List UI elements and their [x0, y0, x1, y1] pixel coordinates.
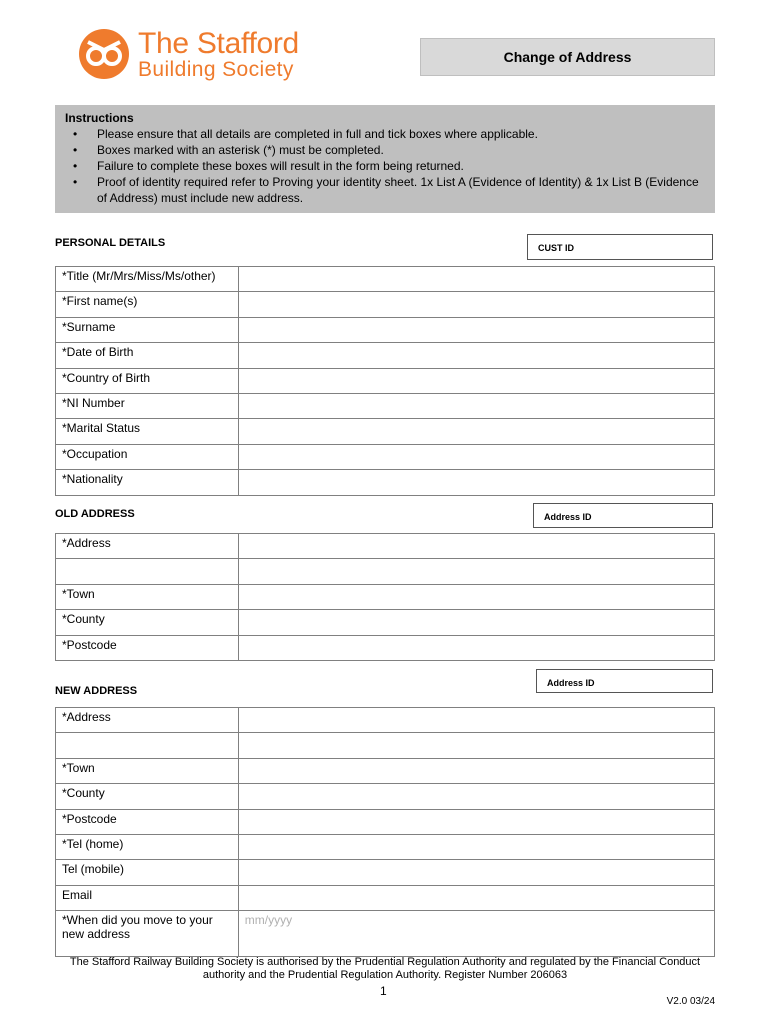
- move-date-label: *When did you move to your new address: [56, 911, 239, 957]
- table-row: [56, 733, 715, 758]
- field-label: *Address: [56, 708, 239, 733]
- logo-mark-icon: [78, 28, 130, 80]
- field-label: *Country of Birth: [56, 368, 239, 393]
- field-label: *Title (Mr/Mrs/Miss/Ms/other): [56, 267, 239, 292]
- instruction-item: • Proof of identity required refer to Proving your identity sheet. 1x List A (Evidence of Identity) & 1x List B (Evidence of Address) must include new address.: [65, 174, 705, 206]
- table-row: [56, 584, 715, 609]
- table-row: [56, 860, 715, 885]
- new-postcode-input[interactable]: [238, 809, 714, 834]
- cust-id-label: CUST ID: [538, 243, 574, 253]
- new-address-id-field[interactable]: [536, 669, 713, 693]
- table-row: [56, 292, 715, 317]
- table-row: [56, 784, 715, 809]
- table-row: [56, 343, 715, 368]
- new-address-id-label: Address ID: [547, 678, 595, 688]
- table-row: [56, 708, 715, 733]
- personal-details-heading: PERSONAL DETAILS: [55, 237, 166, 249]
- occupation-input[interactable]: [238, 444, 714, 469]
- date-of-birth-input[interactable]: [238, 343, 714, 368]
- field-label: *County: [56, 610, 239, 635]
- instruction-item: • Please ensure that all details are completed in full and tick boxes where applicable.: [65, 126, 705, 142]
- form-title: Change of Address: [420, 38, 715, 76]
- email-input[interactable]: [238, 885, 714, 910]
- new-town-input[interactable]: [238, 758, 714, 783]
- table-row: [56, 419, 715, 444]
- brand-logo: [78, 28, 328, 84]
- first-names-input[interactable]: [238, 292, 714, 317]
- country-of-birth-input[interactable]: [238, 368, 714, 393]
- title-input[interactable]: [238, 267, 714, 292]
- cust-id-field[interactable]: [527, 234, 713, 260]
- page-number: 1: [380, 984, 387, 998]
- new-address-table: [55, 707, 715, 957]
- field-label: *NI Number: [56, 393, 239, 418]
- old-county-input[interactable]: [238, 610, 714, 635]
- table-row: [56, 317, 715, 342]
- table-row: [56, 911, 715, 957]
- field-label: *Postcode: [56, 635, 239, 660]
- field-label: *Town: [56, 758, 239, 783]
- table-row: [56, 559, 715, 584]
- table-row: [56, 267, 715, 292]
- old-address-id-field[interactable]: [533, 503, 713, 528]
- ni-number-input[interactable]: [238, 393, 714, 418]
- table-row: [56, 809, 715, 834]
- old-address-id-label: Address ID: [544, 512, 592, 522]
- table-row: [56, 393, 715, 418]
- version-label: V2.0 03/24: [666, 996, 715, 1007]
- field-label[interactable]: [56, 733, 239, 758]
- brand-name-line2: Building Society: [138, 58, 294, 81]
- table-row: [56, 368, 715, 393]
- move-date-input[interactable]: mm/yyyy: [238, 911, 714, 957]
- old-address-line2-input[interactable]: [238, 559, 714, 584]
- nationality-input[interactable]: [238, 470, 714, 495]
- table-row: [56, 635, 715, 660]
- old-address-table: [55, 533, 715, 661]
- table-row: [56, 444, 715, 469]
- table-row: [56, 885, 715, 910]
- tel-mobile-input[interactable]: [238, 860, 714, 885]
- new-county-input[interactable]: [238, 784, 714, 809]
- field-label: *Nationality: [56, 470, 239, 495]
- field-label: *Tel (home): [56, 834, 239, 859]
- personal-details-table: [55, 266, 715, 496]
- instructions-list: [65, 126, 705, 206]
- old-postcode-input[interactable]: [238, 635, 714, 660]
- instruction-item: • Failure to complete these boxes will result in the form being returned.: [65, 158, 705, 174]
- old-town-input[interactable]: [238, 584, 714, 609]
- field-label: *Occupation: [56, 444, 239, 469]
- instructions-heading: Instructions: [65, 111, 134, 125]
- field-label: *Surname: [56, 317, 239, 342]
- table-row: [56, 758, 715, 783]
- brand-name-line1: The Stafford: [138, 27, 299, 60]
- table-row: [56, 534, 715, 559]
- marital-status-input[interactable]: [238, 419, 714, 444]
- instructions-panel: [55, 105, 715, 213]
- field-label: *Date of Birth: [56, 343, 239, 368]
- surname-input[interactable]: [238, 317, 714, 342]
- new-address-heading: NEW ADDRESS: [55, 685, 138, 697]
- field-label[interactable]: [56, 559, 239, 584]
- field-label: Tel (mobile): [56, 860, 239, 885]
- field-label: *Marital Status: [56, 419, 239, 444]
- field-label: Email: [56, 885, 239, 910]
- old-address-line1-input[interactable]: [238, 534, 714, 559]
- footer-regulatory-text: The Stafford Railway Building Society is authorised by the Prudential Regulation Authority and regulated by the Financial Conduct authority and the Prudential Regulation Authority. Register Number 206063: [69, 956, 701, 981]
- table-row: [56, 470, 715, 495]
- table-row: [56, 610, 715, 635]
- field-label: *Postcode: [56, 809, 239, 834]
- new-address-line1-input[interactable]: [238, 708, 714, 733]
- tel-home-input[interactable]: [238, 834, 714, 859]
- field-label: *First name(s): [56, 292, 239, 317]
- table-row: [56, 834, 715, 859]
- field-label: *Town: [56, 584, 239, 609]
- new-address-line2-input[interactable]: [238, 733, 714, 758]
- field-label: *County: [56, 784, 239, 809]
- field-label: *Address: [56, 534, 239, 559]
- instruction-item: • Boxes marked with an asterisk (*) must be completed.: [65, 142, 705, 158]
- old-address-heading: OLD ADDRESS: [55, 508, 135, 520]
